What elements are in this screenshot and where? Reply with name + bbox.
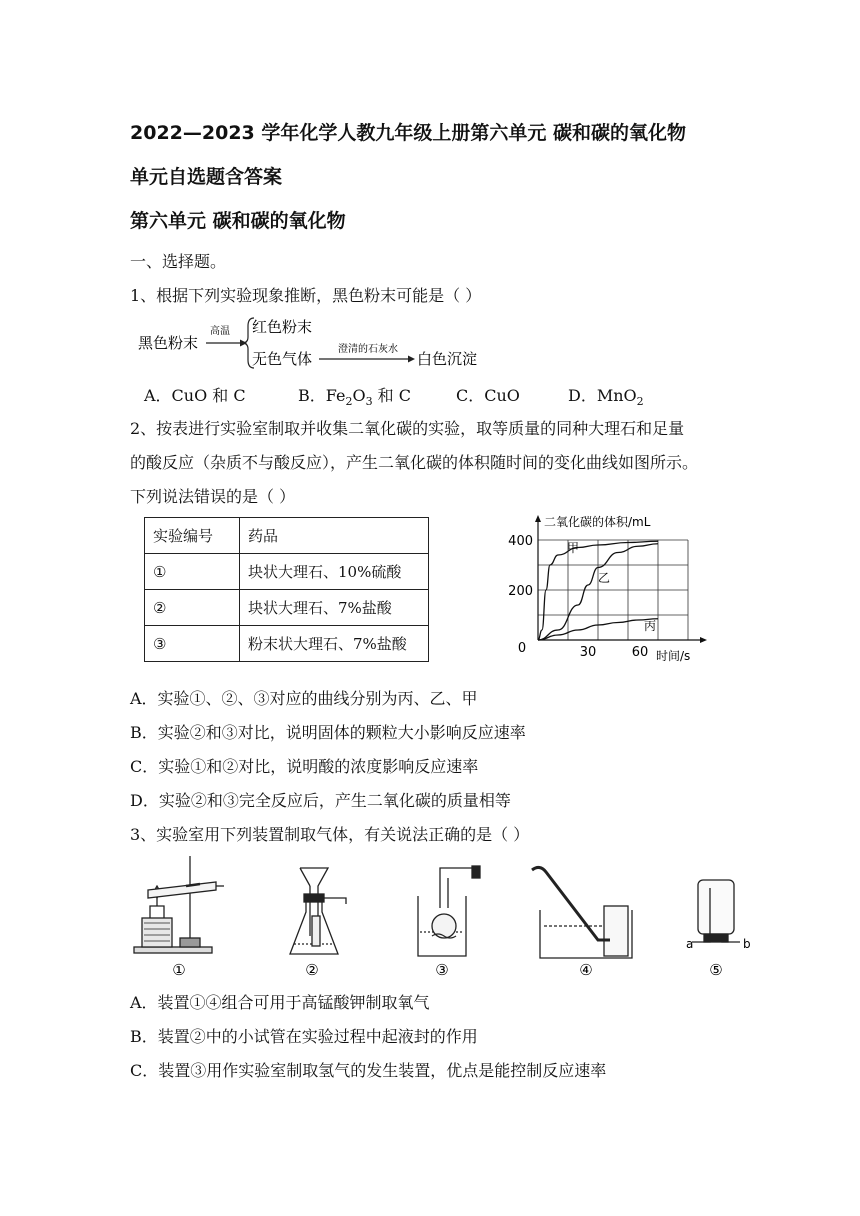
q3-apparatus-figure [120, 848, 770, 980]
port-label-a: a [686, 937, 694, 951]
table-cell-reagent: 块状大理石、10%硫酸 [240, 554, 429, 590]
q2-stem-line1: 2、按表进行实验室制取并收集二氧化碳的实验，取等质量的同种大理石和足量 [130, 419, 685, 438]
wood-block [142, 918, 172, 947]
table-header-id: 实验编号 [145, 518, 240, 554]
table-cell-id: ① [145, 554, 240, 590]
gas-collecting-bottle [604, 906, 628, 956]
y-axis-arrow [535, 515, 541, 522]
chart-axes [535, 515, 707, 643]
apparatus-label-5: ⑤ [709, 961, 723, 979]
bottle [698, 880, 734, 934]
x-axis-arrow [700, 637, 707, 643]
q1-option-d[interactable] [568, 383, 644, 408]
q2-stem-line3: 下列说法错误的是（ ） [130, 487, 296, 506]
test-tube [148, 882, 216, 898]
x-tick-label-0: 0 [517, 641, 527, 656]
x-tick-label-60: 60 [631, 645, 649, 660]
table-cell-id: ② [145, 590, 240, 626]
series-label-jia: 甲 [567, 541, 580, 555]
x-tick-label-30: 30 [579, 645, 597, 660]
q1-option-b-sub2: 3 [365, 395, 373, 409]
q1-diagram-start: 黑色粉末 [138, 334, 199, 352]
apparatus-5-multiuse-bottle [692, 880, 740, 942]
table-header-row [145, 518, 429, 554]
port-label-b: b [743, 937, 751, 951]
glass-tube [440, 878, 448, 908]
q1-reaction-diagram [136, 312, 496, 374]
q1-diagram-product2: 无色气体 [252, 350, 313, 368]
q3-option-c[interactable]: C．装置③用作实验室制取氢气的发生装置，优点是能控制反应速率 [130, 1061, 607, 1080]
series-label-bing: 丙 [644, 619, 657, 633]
q1-diagram-arrow1-label: 高温 [210, 326, 230, 337]
table-cell-id: ③ [145, 626, 240, 662]
q1-option-b-pre: B．Fe [298, 386, 346, 405]
apparatus-3-beaker [418, 866, 480, 956]
q2-option-c[interactable]: C．实验①和②对比，说明酸的浓度影响反应速率 [130, 757, 479, 776]
section-title: 第六单元 碳和碳的氧化物 [130, 210, 346, 232]
apparatus-label-4: ④ [579, 961, 593, 979]
q1-arrow2-head [408, 356, 415, 363]
stand-base [134, 947, 212, 953]
series-label-yi: 乙 [598, 571, 611, 585]
table-cell-reagent: 粉末状大理石、7%盐酸 [240, 626, 429, 662]
stopper [704, 934, 728, 942]
apparatus-label-3: ③ [435, 961, 449, 979]
stand-foot [180, 938, 200, 947]
q3-stem: 3、实验室用下列装置制取气体，有关说法正确的是（ ） [130, 825, 530, 844]
alcohol-lamp [150, 906, 164, 918]
q1-option-b[interactable] [298, 383, 411, 408]
q3-option-b[interactable]: B．装置②中的小试管在实验过程中起液封的作用 [130, 1027, 478, 1046]
q1-option-c[interactable]: C．CuO [456, 386, 520, 405]
y-tick-label-400: 400 [508, 534, 533, 549]
apparatus-2-funnel-flask [290, 868, 346, 954]
q1-option-d-sub: 2 [636, 395, 644, 409]
q1-option-b-sub1: 2 [345, 395, 353, 409]
apparatus-4-water-trough [532, 867, 632, 958]
chart-x-label: 时间/s [656, 649, 691, 663]
table-row [145, 626, 429, 662]
apparatus-label-1: ① [172, 961, 186, 979]
q1-option-d-pre: D．MnO [568, 386, 637, 405]
clamp-icon [472, 866, 480, 878]
q2-option-d[interactable]: D．实验②和③完全反应后，产生二氧化碳的质量相等 [130, 791, 511, 810]
y-tick-label-200: 200 [508, 584, 533, 599]
table-cell-reagent: 块状大理石、7%盐酸 [240, 590, 429, 626]
q2-experiment-table [144, 517, 429, 662]
q3-option-a[interactable]: A．装置①④组合可用于高锰酸钾制取氧气 [130, 993, 430, 1012]
document-title-line2: 单元自选题含答案 [130, 166, 283, 188]
outlet-tube [440, 868, 476, 878]
rubber-tube [532, 867, 610, 940]
table-row [145, 590, 429, 626]
q1-diagram-product1: 红色粉末 [252, 318, 313, 336]
q2-option-b[interactable]: B．实验②和③对比，说明固体的颗粒大小影响反应速率 [130, 723, 526, 742]
q2-option-a[interactable]: A．实验①、②、③对应的曲线分别为丙、乙、甲 [130, 689, 478, 708]
apparatus-1-heating-tube [134, 856, 224, 953]
q1-option-b-mid: O [352, 386, 366, 405]
part-heading: 一、选择题。 [130, 252, 227, 271]
apparatus-label-2: ② [305, 961, 319, 979]
table-row [145, 554, 429, 590]
document-title-line1: 2022—2023 学年化学人教九年级上册第六单元 碳和碳的氧化物 [130, 122, 686, 144]
q2-stem-line2: 的酸反应（杂质不与酸反应），产生二氧化碳的体积随时间的变化曲线如图所示。 [130, 453, 699, 472]
co2-volume-chart [500, 510, 715, 668]
q1-option-b-post: 和 C [372, 386, 412, 405]
table-header-reagent: 药品 [240, 518, 429, 554]
small-test-tube [312, 916, 320, 946]
q1-diagram-arrow2-label: 澄清的石灰水 [338, 344, 398, 355]
q1-diagram-end: 白色沉淀 [417, 350, 478, 368]
q1-stem: 1、根据下列实验现象推断，黑色粉末可能是（ ） [130, 286, 482, 305]
chart-y-label: 二氧化碳的体积/mL [544, 515, 651, 529]
q1-option-a[interactable]: A．CuO 和 C [144, 386, 246, 405]
